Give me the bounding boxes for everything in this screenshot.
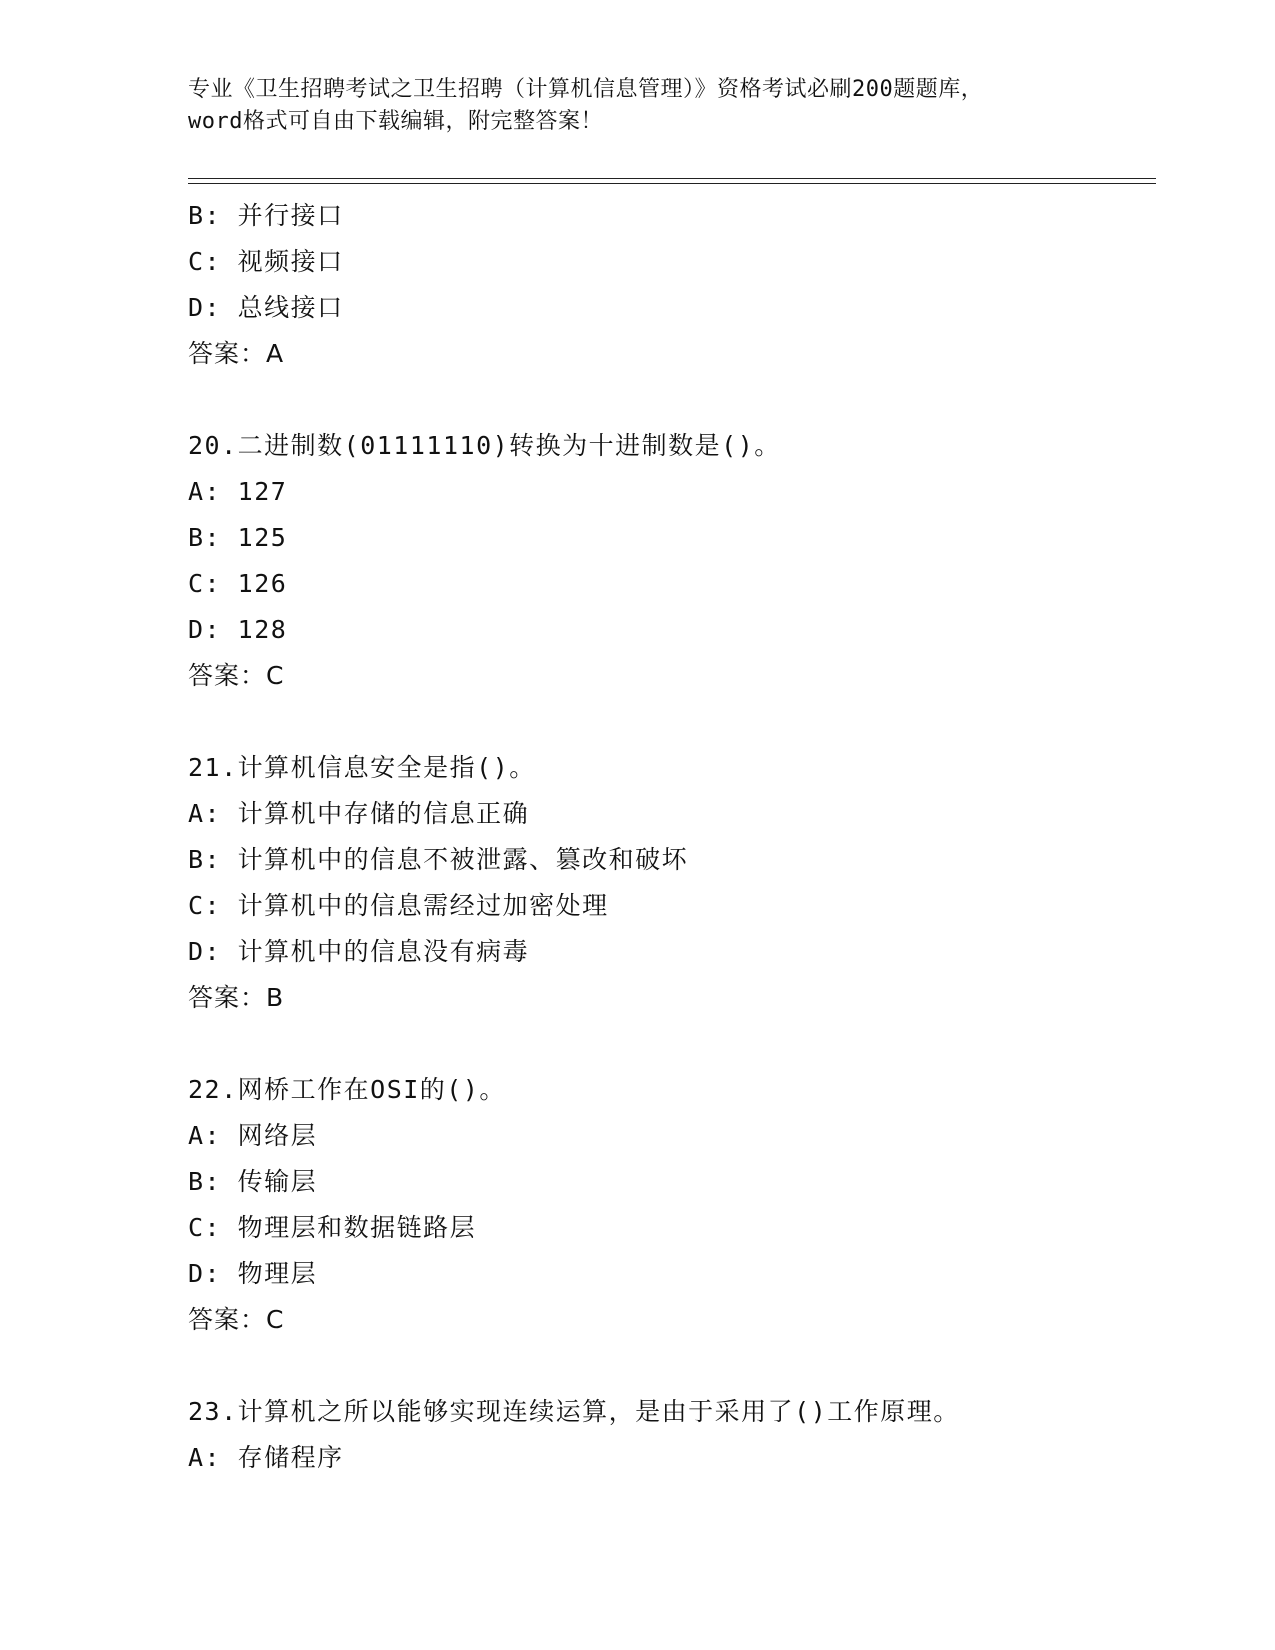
question-text: 22.网桥工作在OSI的()。 [188, 1075, 506, 1104]
question-text: 23.计算机之所以能够实现连续运算，是由于采用了()工作原理。 [188, 1397, 960, 1426]
header-title-line-1: 专业《卫生招聘考试之卫生招聘（计算机信息管理）》资格考试必刷200题题库， [188, 77, 984, 102]
spacer [188, 1343, 1148, 1389]
question-block-22 [188, 1067, 1148, 1343]
option-a: A: 计算机中存储的信息正确 [188, 799, 530, 828]
header-divider-top [188, 178, 1156, 179]
option-a: A: 127 [188, 477, 288, 506]
option-b: B: 125 [188, 523, 288, 552]
option-c: C: 物理层和数据链路层 [188, 1213, 477, 1242]
option-b: B: 计算机中的信息不被泄露、篡改和破坏 [188, 845, 689, 874]
spacer [188, 699, 1148, 745]
header-title-line-2: word格式可自由下载编辑，附完整答案！ [188, 109, 603, 134]
answer-label: 答案：C [188, 1305, 285, 1334]
option-c: C: 视频接口 [188, 247, 344, 276]
question-block-21 [188, 745, 1148, 1021]
header-divider-bottom [188, 183, 1156, 184]
question-text: 21.计算机信息安全是指()。 [188, 753, 536, 782]
option-d: D: 物理层 [188, 1259, 318, 1288]
spacer [188, 1021, 1148, 1067]
option-d: D: 计算机中的信息没有病毒 [188, 937, 530, 966]
answer-label: 答案：A [188, 339, 285, 368]
option-d: D: 总线接口 [188, 293, 344, 322]
option-d: D: 128 [188, 615, 288, 644]
option-a: A: 网络层 [188, 1121, 318, 1150]
question-text: 20.二进制数(01111110)转换为十进制数是()。 [188, 431, 781, 460]
question-block-20 [188, 423, 1148, 699]
question-block-19 [188, 193, 1148, 377]
question-block-23 [188, 1389, 1148, 1481]
question-list [188, 193, 1148, 1481]
spacer [188, 377, 1148, 423]
option-c: C: 计算机中的信息需经过加密处理 [188, 891, 609, 920]
answer-label: 答案：B [188, 983, 285, 1012]
answer-label: 答案：C [188, 661, 285, 690]
option-a: A: 存储程序 [188, 1443, 344, 1472]
option-b: B: 并行接口 [188, 201, 344, 230]
option-c: C: 126 [188, 569, 288, 598]
document-header [188, 74, 1088, 138]
option-b: B: 传输层 [188, 1167, 318, 1196]
